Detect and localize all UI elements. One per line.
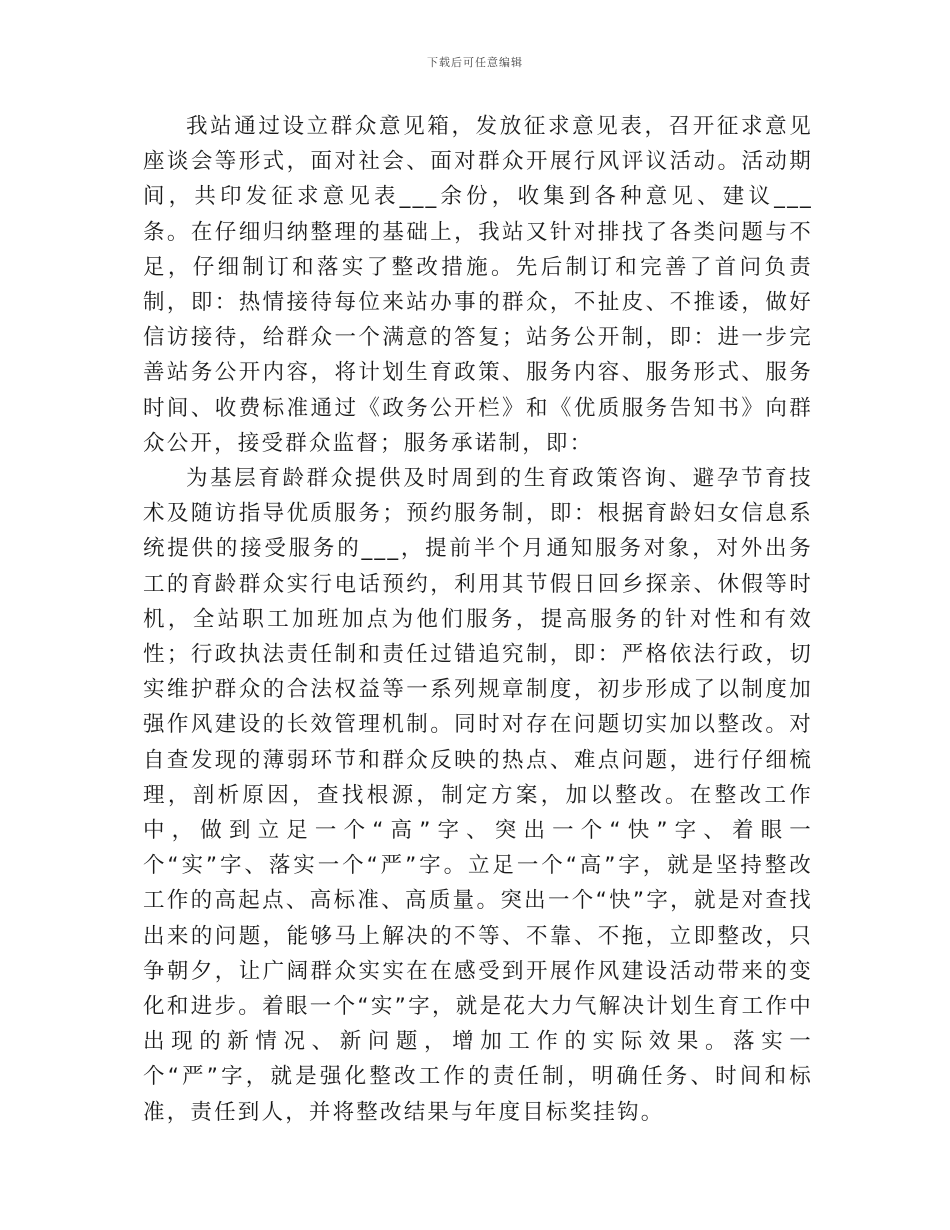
document-body xyxy=(143,109,813,1130)
paragraph-2: 为基层育龄群众提供及时周到的生育政策咨询、避孕节育技术及随访指导优质服务；预约服务制，即：根据育龄妇女信息系统提供的接受服务的___，提前半个月通知服务对象，对外出务工的育龄群众实行电话预约，利用其节假日回乡探亲、休假等时机，全站职工加班加点为他们服务，提高服务的针对性和有效性；行政执法责任制和责任过错追究制，即：严格依法行政，切实维护群众的合法权益等一系列规章制度，初步形成了以制度加强作风建设的长效管理机制。同时对存在问题切实加以整改。对自查发现的薄弱环节和群众反映的热点、难点问题，进行仔细梳理，剖析原因，查找根源，制定方案，加以整改。在整改工作中，做到立足一个“高”字、突出一个“快”字、着眼一个“实”字、落实一个“严”字。立足一个“高”字，就是坚持整改工作的高起点、高标准、高质量。突出一个“快”字，就是对查找出来的问题，能够马上解决的不等、不靠、不拖，立即整改，只争朝夕，让广阔群众实实在在感受到开展作风建设活动带来的变化和进步。着眼一个“实”字，就是花大力气解决计划生育工作中出现的新情况、新问题，增加工作的实际效果。落实一个“严”字，就是强化整改工作的责任制，明确任务、时间和标准，责任到人，并将整改结果与年度目标奖挂钩。 xyxy=(143,466,813,1125)
paragraph-1: 我站通过设立群众意见箱，发放征求意见表，召开征求意见座谈会等形式，面对社会、面对群众开展行风评议活动。活动期间，共印发征求意见表___余份，收集到各种意见、建议___条。在仔细归纳整理的基础上，我站又针对排找了各类问题与不足，仔细制订和落实了整改措施。先后制订和完善了首问负责制，即：热情接待每位来站办事的群众，不扯皮、不推诿，做好信访接待，给群众一个满意的答复；站务公开制，即：进一步完善站务公开内容，将计划生育政策、服务内容、服务形式、服务时间、收费标准通过《政务公开栏》和《优质服务告知书》向群众公开，接受群众监督；服务承诺制，即： xyxy=(143,114,813,456)
page-header: 下载后可任意编辑 xyxy=(427,56,523,69)
